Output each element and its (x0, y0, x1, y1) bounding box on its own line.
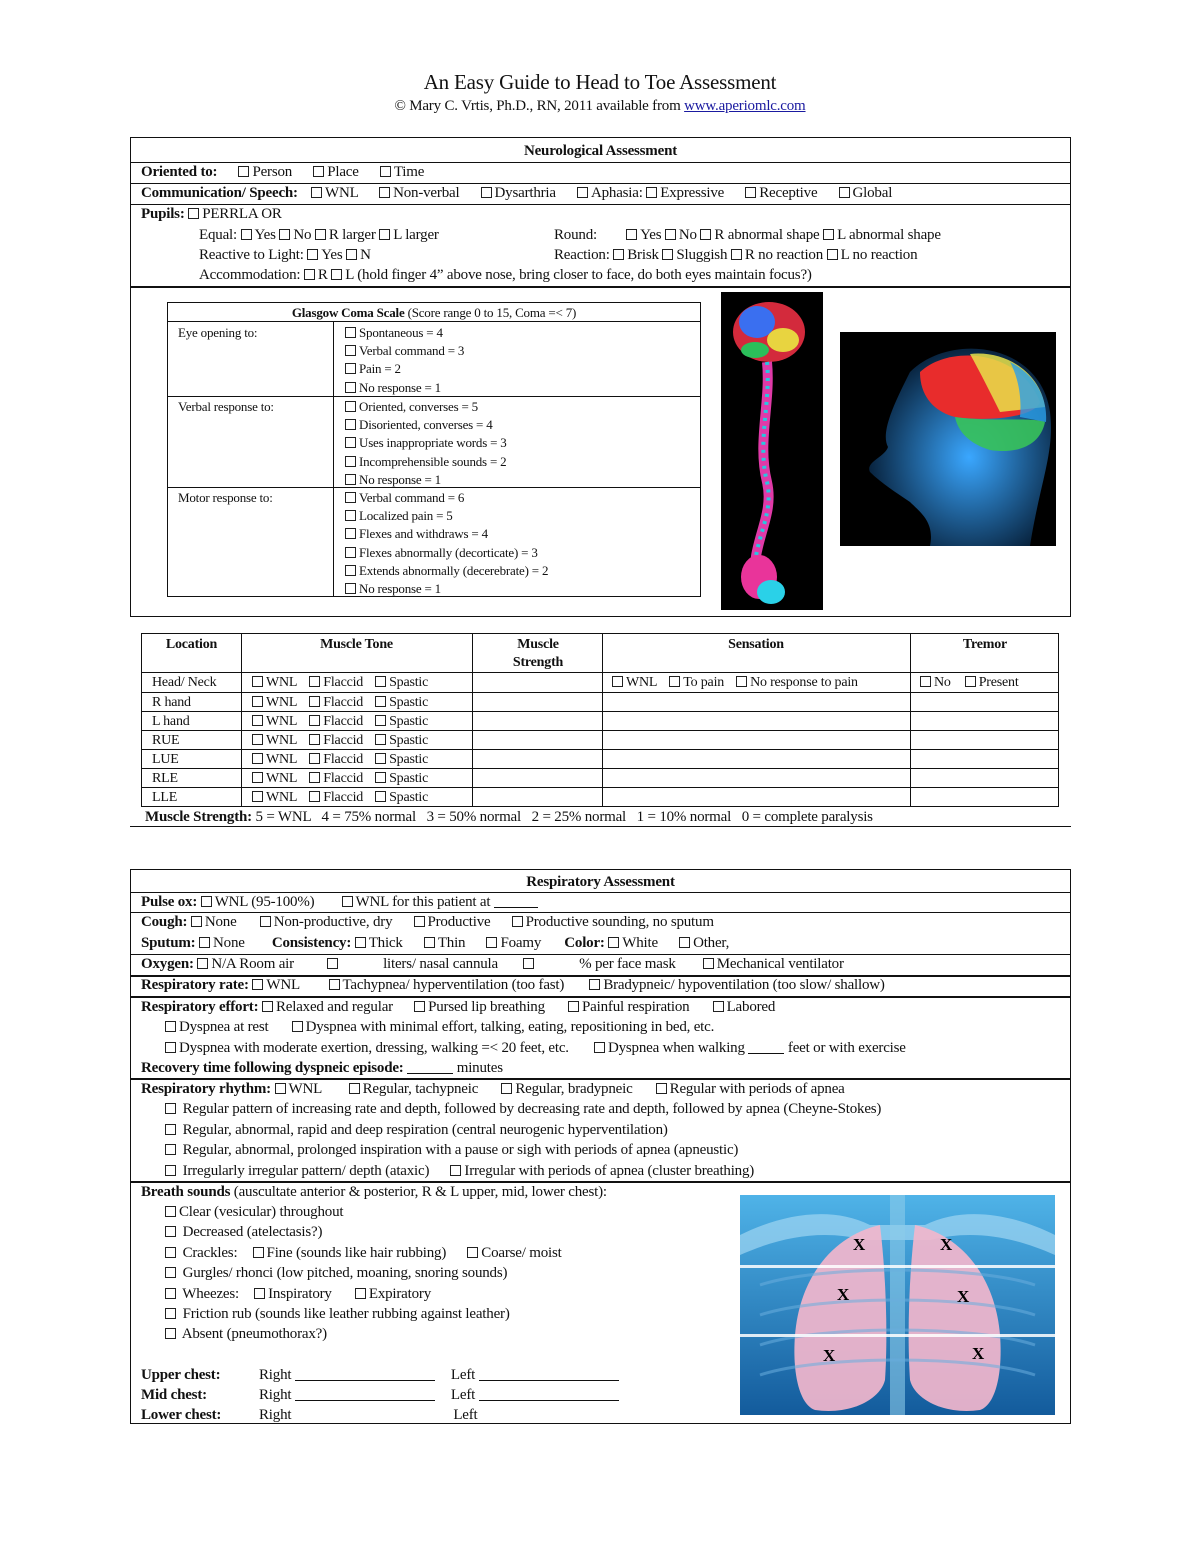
glasgow-coma-scale (167, 302, 701, 597)
rhythm-ataxic[interactable]: Irregularly irregular pattern/ depth (ataxic) (165, 1163, 429, 1179)
cough-row (131, 912, 1070, 932)
muscle-strength-cell[interactable] (474, 750, 600, 768)
tone-flaccid[interactable]: Flaccid (309, 695, 363, 710)
pupils-perrla[interactable]: PERRLA OR (188, 206, 281, 222)
breath-sounds-label: Breath sounds (141, 1184, 231, 1200)
sputum-row (131, 933, 1070, 953)
rhythm-cluster[interactable]: Irregular with periods of apnea (cluster breathing) (450, 1163, 754, 1179)
tone-spastic[interactable]: Spastic (375, 790, 428, 805)
muscle-strength-cell[interactable] (474, 673, 600, 691)
lungs-image (740, 1195, 1055, 1415)
lower-left-label: Left (453, 1407, 478, 1423)
comm-receptive[interactable]: Receptive (745, 185, 817, 201)
communication-label: Communication/ Speech: (141, 185, 298, 201)
muscle-tone-cell (252, 731, 428, 750)
tone-spastic[interactable]: Spastic (375, 733, 428, 748)
breath-crackles[interactable]: Crackles: (165, 1245, 237, 1261)
pulse-ox-label: Pulse ox: (141, 894, 198, 910)
dyspnea-walking[interactable]: Dyspnea when walking (594, 1040, 745, 1056)
comm-dysarthria[interactable]: Dysarthria (481, 185, 556, 201)
muscle-location-cell: R hand (152, 695, 191, 710)
muscle-strength-scale: Muscle Strength: 5 = WNL 4 = 75% normal 3 = 50% normal 2 = 25% normal 1 = 10% normal 0 = complete paralysis (145, 809, 873, 825)
reaction-row (554, 245, 1070, 265)
tremor-no[interactable]: No (920, 675, 951, 690)
gcs-motor-options (345, 489, 548, 598)
reaction-r-none[interactable]: R no reaction (731, 247, 823, 263)
mid-left-blank[interactable] (479, 1400, 619, 1401)
resp-rate-row (131, 975, 1070, 995)
gcs-verbal-2[interactable]: Incomprehensible sounds = 2 (345, 453, 507, 471)
x-mark-mid-right: X (837, 1285, 850, 1304)
reaction-label: Reaction: (554, 247, 610, 263)
consistency-thick[interactable]: Thick (355, 935, 403, 951)
cough-none[interactable]: None (191, 914, 237, 930)
muscle-tone-cell (252, 673, 428, 692)
upper-left-blank[interactable] (479, 1380, 619, 1381)
rhythm-tachypneic[interactable]: Regular, tachypneic (349, 1081, 479, 1097)
document-byline (0, 98, 1200, 115)
rate-tachypnea[interactable]: Tachypnea/ hyperventilation (too fast) (329, 977, 565, 993)
brain-spine-image (721, 292, 823, 610)
tone-spastic[interactable]: Spastic (375, 695, 428, 710)
pupils-label: Pupils: (141, 206, 185, 222)
color-other[interactable]: Other, (679, 935, 729, 951)
cough-label: Cough: (141, 914, 188, 930)
equal-no[interactable]: No (279, 227, 311, 243)
breath-absent[interactable]: Absent (pneumothorax?) (131, 1324, 1070, 1344)
muscle-strength-cell[interactable] (474, 693, 600, 711)
muscle-strength-cell[interactable] (474, 731, 600, 749)
tremor-present[interactable]: Present (965, 675, 1019, 690)
muscle-location-cell: Head/ Neck (152, 675, 217, 690)
oxygen-label: Oxygen: (141, 956, 194, 972)
oriented-label: Oriented to: (141, 164, 218, 180)
muscle-strength-cell[interactable] (474, 769, 600, 787)
tone-wnl[interactable]: WNL (252, 695, 297, 710)
pupils-row (131, 204, 1070, 224)
reactive-label: Reactive to Light: (199, 247, 304, 263)
tremor-cell (920, 673, 1019, 692)
breath-gurgles[interactable]: Gurgles/ rhonci (low pitched, moaning, snoring sounds) (131, 1263, 1070, 1283)
tone-spastic[interactable]: Spastic (375, 714, 428, 729)
round-l-abnormal[interactable]: L abnormal shape (823, 227, 941, 243)
consistency-label: Consistency: (271, 935, 352, 951)
gcs-motor-label: Motor response to: (178, 490, 273, 505)
pulse-ox-blank[interactable] (494, 907, 538, 908)
muscle-location-cell: RUE (152, 733, 180, 748)
color-label: Color: (564, 935, 605, 951)
pulse-ox-row (131, 892, 1070, 912)
oxygen-face-mask[interactable]: % per face mask (523, 956, 676, 972)
x-mark-mid-left: X (957, 1287, 970, 1306)
tone-flaccid[interactable]: Flaccid (309, 675, 363, 690)
tone-spastic[interactable]: Spastic (375, 771, 428, 786)
resp-rhythm-row (131, 1079, 1070, 1099)
recovery-unit: minutes (456, 1060, 503, 1076)
rhythm-wnl[interactable]: WNL (275, 1081, 322, 1097)
rate-bradypnea[interactable]: Bradypneic/ hypoventilation (too slow/ shallow) (589, 977, 884, 993)
gcs-verbal-label: Verbal response to: (178, 399, 274, 414)
col-muscle-strength: Muscle Strength (512, 637, 564, 670)
tone-flaccid[interactable]: Flaccid (309, 790, 363, 805)
rhythm-apneustic[interactable]: Regular, abnormal, prolonged inspiration with a pause or sigh with periods of apnea (apneustic) (131, 1140, 1070, 1160)
tone-flaccid[interactable]: Flaccid (309, 733, 363, 748)
comm-aphasia[interactable]: Aphasia: (577, 185, 643, 201)
gcs-eye-1[interactable]: No response = 1 (345, 379, 464, 397)
gcs-eye-4[interactable]: Spontaneous = 4 (345, 324, 464, 342)
cough-productive-no-sputum[interactable]: Productive sounding, no sputum (512, 914, 714, 930)
pupils-round-row (554, 225, 1070, 245)
resp-rate-label: Respiratory rate: (141, 977, 249, 993)
comm-wnl[interactable]: WNL (311, 185, 358, 201)
reaction-brisk[interactable]: Brisk (613, 247, 659, 263)
tone-flaccid[interactable]: Flaccid (309, 714, 363, 729)
gcs-eye-3[interactable]: Verbal command = 3 (345, 342, 464, 360)
breath-clear[interactable]: Clear (vesicular) throughout (131, 1202, 1070, 1222)
oxygen-ventilator[interactable]: Mechanical ventilator (703, 956, 844, 972)
reactive-no[interactable]: N (346, 247, 371, 263)
sputum-none[interactable]: None (199, 935, 245, 951)
cough-nonproductive[interactable]: Non-productive, dry (260, 914, 393, 930)
x-mark-upper-left: X (940, 1235, 953, 1254)
tone-wnl[interactable]: WNL (252, 714, 297, 729)
tone-spastic[interactable]: Spastic (375, 752, 428, 767)
breath-sounds-note: (auscultate anterior & posterior, R & L upper, mid, lower chest): (230, 1184, 607, 1200)
oxygen-row (131, 954, 1070, 974)
effort-labored[interactable]: Labored (713, 999, 776, 1015)
upper-right-label: Right (259, 1367, 292, 1383)
x-mark-upper-right: X (853, 1235, 866, 1254)
resp-rhythm-label: Respiratory rhythm: (141, 1081, 271, 1097)
wheezes-inspiratory[interactable]: Inspiratory (254, 1286, 332, 1302)
effort-painful[interactable]: Painful respiration (568, 999, 689, 1015)
oxygen-nasal-cannula[interactable]: liters/ nasal cannula (327, 956, 498, 972)
gcs-eye-label: Eye opening to: (178, 325, 258, 340)
oxygen-room-air[interactable]: N/A Room air (197, 956, 294, 972)
rhythm-bradypneic[interactable]: Regular, bradypneic (501, 1081, 632, 1097)
wheezes-expiratory[interactable]: Expiratory (355, 1286, 431, 1302)
gcs-verbal-4[interactable]: Disoriented, converses = 4 (345, 416, 507, 434)
gcs-verbal-options (345, 398, 507, 489)
aperiomlc-link[interactable]: www.aperiomlc.com (684, 98, 806, 114)
recovery-label: Recovery time following dyspneic episode: (141, 1060, 404, 1076)
communication-row (131, 183, 1070, 203)
sputum-label: Sputum: (141, 935, 196, 951)
muscle-location-cell: RLE (152, 771, 178, 786)
color-white[interactable]: White (608, 935, 658, 951)
col-muscle-tone: Muscle Tone (320, 637, 393, 652)
muscle-tone-cell (252, 750, 428, 769)
gcs-motor-1[interactable]: No response = 1 (345, 580, 548, 598)
tone-spastic[interactable]: Spastic (375, 675, 428, 690)
sensation-no-response[interactable]: No response to pain (736, 675, 858, 690)
resp-heading: Respiratory Assessment (526, 874, 675, 890)
effort-pursed-lip[interactable]: Pursed lip breathing (414, 999, 545, 1015)
upper-chest-label: Upper chest: (141, 1367, 221, 1383)
gcs-motor-4[interactable]: Flexes and withdraws = 4 (345, 525, 548, 543)
mid-chest-label: Mid chest: (141, 1387, 207, 1403)
rhythm-central-neurogenic[interactable]: Regular, abnormal, rapid and deep respiration (central neurogenic hyperventilation) (131, 1120, 1070, 1140)
muscle-location-cell: LLE (152, 790, 178, 805)
comm-expressive[interactable]: Expressive (646, 185, 724, 201)
gcs-eye-2[interactable]: Pain = 2 (345, 360, 464, 378)
upper-right-blank[interactable] (295, 1380, 435, 1381)
sensation-to-pain[interactable]: To pain (669, 675, 724, 690)
tone-wnl[interactable]: WNL (252, 752, 297, 767)
muscle-strength-cell[interactable] (474, 712, 600, 730)
equal-l-larger[interactable]: L larger (379, 227, 438, 243)
round-r-abnormal[interactable]: R abnormal shape (700, 227, 819, 243)
gcs-verbal-5[interactable]: Oriented, converses = 5 (345, 398, 507, 416)
cough-productive[interactable]: Productive (414, 914, 491, 930)
mid-right-blank[interactable] (295, 1400, 435, 1401)
resp-effort-label: Respiratory effort: (141, 999, 259, 1015)
gcs-eye-options (345, 324, 464, 397)
round-label: Round: (554, 227, 597, 243)
accommodation-row (131, 265, 1070, 285)
reaction-l-none[interactable]: L no reaction (827, 247, 918, 263)
lower-chest-label: Lower chest: (141, 1407, 222, 1423)
byline-text: © Mary C. Vrtis, Ph.D., RN, 2011 available from (394, 98, 681, 114)
tone-wnl[interactable]: WNL (252, 733, 297, 748)
rhythm-irregular-row (131, 1161, 1070, 1181)
consistency-thin[interactable]: Thin (424, 935, 466, 951)
muscle-location-cell: LUE (152, 752, 179, 767)
comm-nonverbal[interactable]: Non-verbal (379, 185, 459, 201)
equal-yes[interactable]: Yes (241, 227, 276, 243)
gcs-verbal-3[interactable]: Uses inappropriate words = 3 (345, 434, 507, 452)
recovery-row (131, 1058, 1070, 1078)
x-mark-lower-right: X (823, 1346, 836, 1365)
oriented-time[interactable]: Time (380, 164, 424, 180)
gcs-verbal-1[interactable]: No response = 1 (345, 471, 507, 489)
mid-right-label: Right (259, 1387, 292, 1403)
reaction-sluggish[interactable]: Sluggish (662, 247, 727, 263)
tone-flaccid[interactable]: Flaccid (309, 752, 363, 767)
oriented-person[interactable]: Person (238, 164, 292, 180)
brain-head-image (840, 332, 1056, 546)
gcs-title: Glasgow Coma Scale (Score range 0 to 15, Coma =< 7) (168, 303, 700, 322)
tone-flaccid[interactable]: Flaccid (309, 771, 363, 786)
tone-wnl[interactable]: WNL (252, 790, 297, 805)
pulse-wnl[interactable]: WNL (95-100%) (201, 894, 315, 910)
accom-r[interactable]: R (304, 267, 328, 283)
gcs-motor-6[interactable]: Verbal command = 6 (345, 489, 548, 507)
equal-r-larger[interactable]: R larger (315, 227, 376, 243)
consistency-foamy[interactable]: Foamy (486, 935, 541, 951)
muscle-strength-cell[interactable] (474, 788, 600, 806)
neuro-heading: Neurological Assessment (523, 143, 678, 159)
muscle-assessment-table (141, 633, 1059, 807)
sensation-cell (612, 673, 858, 692)
muscle-tone-cell (252, 788, 428, 807)
breath-wheezes[interactable]: Wheezes: (165, 1286, 239, 1302)
lower-right-label: Right (259, 1407, 292, 1423)
rate-wnl[interactable]: WNL (252, 977, 299, 993)
tone-wnl[interactable]: WNL (252, 771, 297, 786)
dyspnea-at-rest[interactable]: Dyspnea at rest (165, 1019, 268, 1035)
pulse-wnl-patient[interactable]: WNL for this patient at (342, 894, 491, 910)
mid-left-label: Left (450, 1387, 476, 1403)
upper-left-label: Left (450, 1367, 476, 1383)
tone-wnl[interactable]: WNL (252, 675, 297, 690)
resp-effort-row (131, 997, 1070, 1017)
reactive-yes[interactable]: Yes (307, 247, 342, 263)
round-no[interactable]: No (665, 227, 697, 243)
breath-decreased[interactable]: Decreased (atelectasis?) (131, 1222, 1070, 1242)
dyspnea-row-2 (131, 1038, 1070, 1058)
col-location: Location (165, 637, 218, 652)
crackles-coarse[interactable]: Coarse/ moist (467, 1245, 561, 1261)
document-title: An Easy Guide to Head to Toe Assessment (423, 70, 777, 94)
x-mark-lower-left: X (972, 1344, 985, 1363)
rhythm-cheyne-stokes[interactable]: Regular pattern of increasing rate and depth, followed by decreasing rate and depth, followed by apnea (Cheyne-Stokes) (131, 1099, 1070, 1119)
rhythm-apnea-periods[interactable]: Regular with periods of apnea (656, 1081, 845, 1097)
crackles-fine[interactable]: Fine (sounds like hair rubbing) (253, 1245, 447, 1261)
gcs-motor-5[interactable]: Localized pain = 5 (345, 507, 548, 525)
comm-global[interactable]: Global (839, 185, 893, 201)
dyspnea-minimal-effort[interactable]: Dyspnea with minimal effort, talking, eating, repositioning in bed, etc. (292, 1019, 715, 1035)
accommodation-label: Accommodation: (199, 267, 301, 283)
accom-l[interactable]: L (hold finger 4” above nose, bring closer to face, do both eyes maintain focus?) (331, 267, 811, 283)
muscle-tone-cell (252, 769, 428, 788)
recovery-blank[interactable] (407, 1073, 453, 1074)
equal-label: Equal: (199, 227, 237, 243)
muscle-tone-cell (252, 712, 428, 731)
walking-feet-blank[interactable] (748, 1053, 784, 1054)
oriented-place[interactable]: Place (313, 164, 358, 180)
muscle-tone-cell (252, 693, 428, 712)
col-tremor: Tremor (962, 637, 1008, 652)
gcs-motor-2[interactable]: Extends abnormally (decerebrate) = 2 (345, 562, 548, 580)
sensation-wnl[interactable]: WNL (612, 675, 657, 690)
round-yes[interactable]: Yes (626, 227, 661, 243)
dyspnea-moderate[interactable]: Dyspnea with moderate exertion, dressing, walking =< 20 feet, etc. (165, 1040, 569, 1056)
gcs-motor-3[interactable]: Flexes abnormally (decorticate) = 3 (345, 544, 548, 562)
breath-friction-rub[interactable]: Friction rub (sounds like leather rubbing against leather) (131, 1304, 1070, 1324)
oriented-row (131, 162, 1070, 182)
col-sensation: Sensation (728, 637, 784, 652)
dyspnea-row-1 (131, 1017, 1070, 1037)
muscle-location-cell: L hand (152, 714, 190, 729)
walking-feet-text: feet or with exercise (787, 1040, 906, 1056)
effort-relaxed[interactable]: Relaxed and regular (262, 999, 393, 1015)
